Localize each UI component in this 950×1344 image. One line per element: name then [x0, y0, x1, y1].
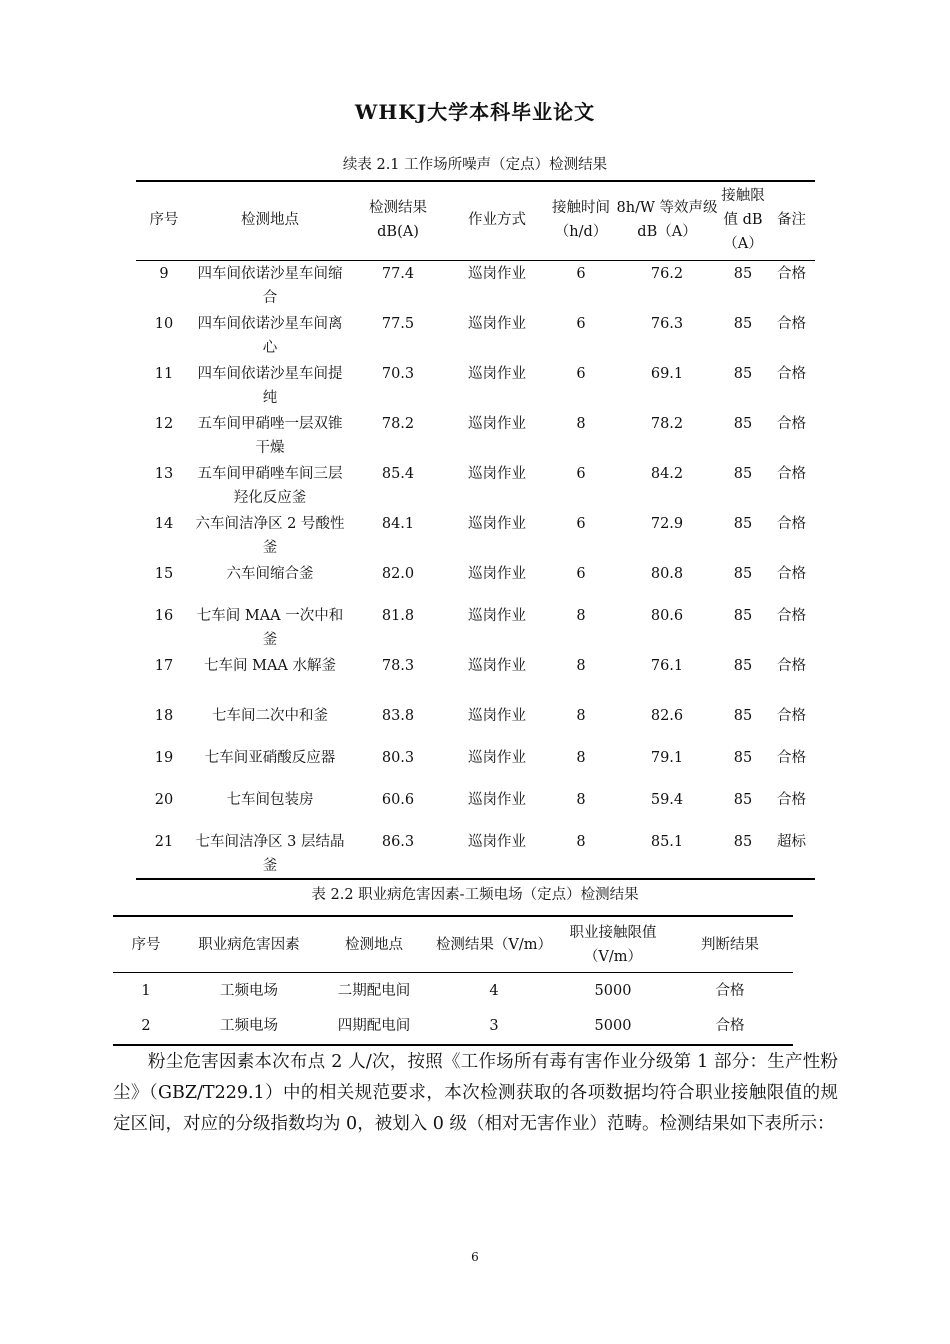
table-cell: 二期配电间: [337, 982, 411, 999]
table-cell: 77.4: [381, 266, 415, 282]
table-cell: 85.4: [381, 465, 415, 482]
table-cell: 巡岗作业: [468, 315, 526, 332]
table-cell: 6: [576, 315, 586, 332]
table-cell: 8: [576, 657, 586, 674]
table-cell: 84.1: [381, 515, 415, 532]
table1-caption: 续表 2.1 工作场所噪声（定点）检测结果: [342, 157, 608, 173]
table-cell: 85: [733, 415, 753, 432]
table-cell: 七车间 MAA 水解釜: [203, 657, 336, 674]
table-cell: 15: [154, 565, 174, 582]
table-cell: 合格: [777, 465, 806, 482]
body-paragraph: 粉尘危害因素本次布点 2 人/次，按照《工作场所有毒有害作业分级第 1 部分：生产性粉尘》（GBZ/T229.1）中的相关规范要求，本次检测获取的各项数据均符合职业接触限值的规定区间，对应的分级指数均为 0，被划入 0 级（相对无害作业）范畴。检测结果如下表所示：: [113, 1052, 838, 1134]
header-cell: 8h/W 等效声级 dB（A）: [616, 181, 718, 261]
table-header-row: [136, 181, 815, 261]
header-cell: 检测地点: [319, 916, 429, 973]
header-cell: 接触限值 dB（A）: [718, 181, 768, 261]
table-cell: 合格: [777, 657, 806, 674]
table-cell: 6: [576, 266, 586, 282]
table-cell: 合格: [715, 1018, 745, 1034]
table-cell: 6: [576, 365, 586, 382]
table-cell: 76.3: [650, 315, 684, 332]
table-cell: 8: [576, 791, 586, 808]
table-cell: 巡岗作业: [468, 365, 526, 382]
table-cell: 85: [733, 465, 753, 482]
table-cell: 巡岗作业: [468, 791, 526, 808]
table-cell: 70.3: [381, 365, 415, 382]
table-cell: 85.1: [650, 833, 684, 850]
table-cell: 18: [154, 707, 174, 724]
table-cell: 5000: [594, 982, 632, 999]
table-row: [136, 411, 815, 461]
table-cell: 巡岗作业: [468, 749, 526, 766]
table-row: [136, 511, 815, 561]
table-cell: 85: [733, 266, 753, 282]
table-cell: 84.2: [650, 465, 684, 482]
table-cell: 6: [576, 465, 586, 482]
table-header-row: [113, 916, 793, 973]
table-cell: 85: [733, 749, 753, 766]
table-row: [113, 1009, 793, 1045]
table-cell: 3: [489, 1018, 499, 1034]
table-cell: 21: [154, 833, 174, 850]
table-cell: 六车间缩合釜: [226, 565, 314, 582]
table-cell: 79.1: [650, 749, 684, 766]
table-cell: 巡岗作业: [468, 833, 526, 850]
table-cell: 五车间甲硝唑一层双锥干燥: [197, 415, 343, 456]
table-row: [136, 703, 815, 745]
table-cell: 合格: [777, 266, 806, 282]
electric-field-table: [113, 915, 793, 1046]
table-cell: 四期配电间: [337, 1018, 411, 1034]
table-cell: 85: [733, 515, 753, 532]
table-cell: 8: [576, 707, 586, 724]
table-cell: 20: [154, 791, 174, 808]
table-cell: 巡岗作业: [468, 565, 526, 582]
table-cell: 六车间洁净区 2 号酸性釜: [195, 515, 345, 556]
table-cell: 8: [576, 749, 586, 766]
table-cell: 81.8: [381, 607, 415, 624]
table-cell: 14: [154, 515, 174, 532]
table-cell: 85: [733, 315, 753, 332]
table-cell: 七车间亚硝酸反应器: [204, 749, 336, 766]
table-cell: 超标: [777, 833, 806, 850]
table-cell: 13: [154, 465, 174, 482]
header-cell: 职业接触限值（V/m）: [559, 916, 667, 973]
table-cell: 85: [733, 657, 753, 674]
table-row: [136, 603, 815, 653]
table-cell: 合格: [777, 749, 806, 766]
table-cell: 6: [576, 565, 586, 582]
table-cell: 6: [576, 515, 586, 532]
header-cell: 序号: [113, 916, 179, 973]
table-cell: 85: [733, 707, 753, 724]
table-cell: 合格: [777, 707, 806, 724]
table-cell: 五车间甲硝唑车间三层羟化反应釜: [197, 465, 343, 506]
table-cell: 85: [733, 365, 753, 382]
table-cell: 72.9: [650, 515, 684, 532]
header-cell: 检测结果 dB(A): [348, 181, 448, 261]
table-cell: 12: [154, 415, 174, 432]
table-cell: 85: [733, 833, 753, 850]
table-cell: 1: [141, 982, 151, 999]
table-cell: 巡岗作业: [468, 607, 526, 624]
header-cell: 序号: [136, 181, 192, 261]
table-row: [136, 745, 815, 787]
table-cell: 四车间依诺沙星车间离心: [197, 315, 343, 356]
header-cell: 检测地点: [192, 181, 348, 261]
table-cell: 76.2: [650, 266, 684, 282]
table-cell: 86.3: [381, 833, 415, 850]
table-cell: 合格: [777, 565, 806, 582]
table-row: [113, 973, 793, 1009]
table-cell: 巡岗作业: [468, 657, 526, 674]
table-row: [136, 461, 815, 511]
table-cell: 四车间依诺沙星车间缩合: [197, 266, 343, 306]
table-cell: 合格: [777, 515, 806, 532]
table-cell: 82.0: [381, 565, 415, 582]
table-cell: 8: [576, 607, 586, 624]
table-cell: 80.3: [381, 749, 415, 766]
table-cell: 合格: [777, 415, 806, 432]
table-cell: 巡岗作业: [468, 707, 526, 724]
page-header: WHKJ大学本科毕业论文: [354, 100, 596, 124]
table-cell: 78.2: [650, 415, 684, 432]
table-cell: 9: [159, 266, 169, 282]
table-row: [136, 829, 815, 879]
table-cell: 11: [154, 365, 174, 382]
table-cell: 77.5: [381, 315, 415, 332]
table-cell: 82.6: [650, 707, 684, 724]
table-cell: 合格: [777, 315, 806, 332]
header-cell: 备注: [768, 181, 815, 261]
table-cell: 合格: [777, 365, 806, 382]
noise-table: [136, 180, 815, 880]
table-cell: 5000: [594, 1018, 632, 1034]
table-cell: 76.1: [650, 657, 684, 674]
table-row: [136, 787, 815, 829]
table-cell: 巡岗作业: [468, 415, 526, 432]
table-cell: 4: [489, 982, 499, 999]
table-cell: 工频电场: [220, 982, 278, 999]
table-cell: 59.4: [650, 791, 684, 808]
table-row: [136, 361, 815, 411]
table-cell: 80.6: [650, 607, 684, 624]
header-cell: 判断结果: [667, 916, 793, 973]
table-cell: 8: [576, 415, 586, 432]
table-cell: 85: [733, 607, 753, 624]
header-cell: 接触时间（h/d）: [546, 181, 616, 261]
header-cell: 检测结果（V/m）: [429, 916, 559, 973]
table-cell: 83.8: [381, 707, 415, 724]
table-cell: 10: [154, 315, 174, 332]
table-cell: 85: [733, 791, 753, 808]
table-cell: 60.6: [381, 791, 415, 808]
table-cell: 七车间包装房: [226, 791, 314, 808]
table-cell: 8: [576, 833, 586, 850]
table-cell: 巡岗作业: [468, 465, 526, 482]
table2-caption: 表 2.2 职业病危害因素-工频电场（定点）检测结果: [311, 887, 639, 903]
table-row: [136, 261, 815, 311]
table-cell: 七车间二次中和釜: [212, 707, 328, 724]
table-cell: 七车间 MAA 一次中和釜: [196, 607, 344, 648]
table-cell: 工频电场: [220, 1018, 278, 1034]
table-cell: 2: [141, 1018, 151, 1034]
table-row: [136, 561, 815, 603]
table-cell: 合格: [715, 982, 745, 999]
table-cell: 69.1: [650, 365, 684, 382]
table-cell: 16: [154, 607, 174, 624]
table-cell: 80.8: [650, 565, 684, 582]
table-cell: 17: [154, 657, 174, 674]
table-row: [136, 653, 815, 703]
table-cell: 四车间依诺沙星车间提纯: [197, 365, 343, 406]
header-cell: 职业病危害因素: [179, 916, 319, 973]
table-cell: 巡岗作业: [468, 266, 526, 282]
table-row: [136, 311, 815, 361]
table-cell: 合格: [777, 607, 806, 624]
table-cell: 85: [733, 565, 753, 582]
table-cell: 七车间洁净区 3 层结晶釜: [195, 833, 345, 874]
table-cell: 78.3: [381, 657, 415, 674]
header-cell: 作业方式: [448, 181, 546, 261]
table-cell: 19: [154, 749, 174, 766]
table-cell: 巡岗作业: [468, 515, 526, 532]
page-number: 6: [471, 1250, 479, 1264]
table-cell: 78.2: [381, 415, 415, 432]
table-cell: 合格: [777, 791, 806, 808]
